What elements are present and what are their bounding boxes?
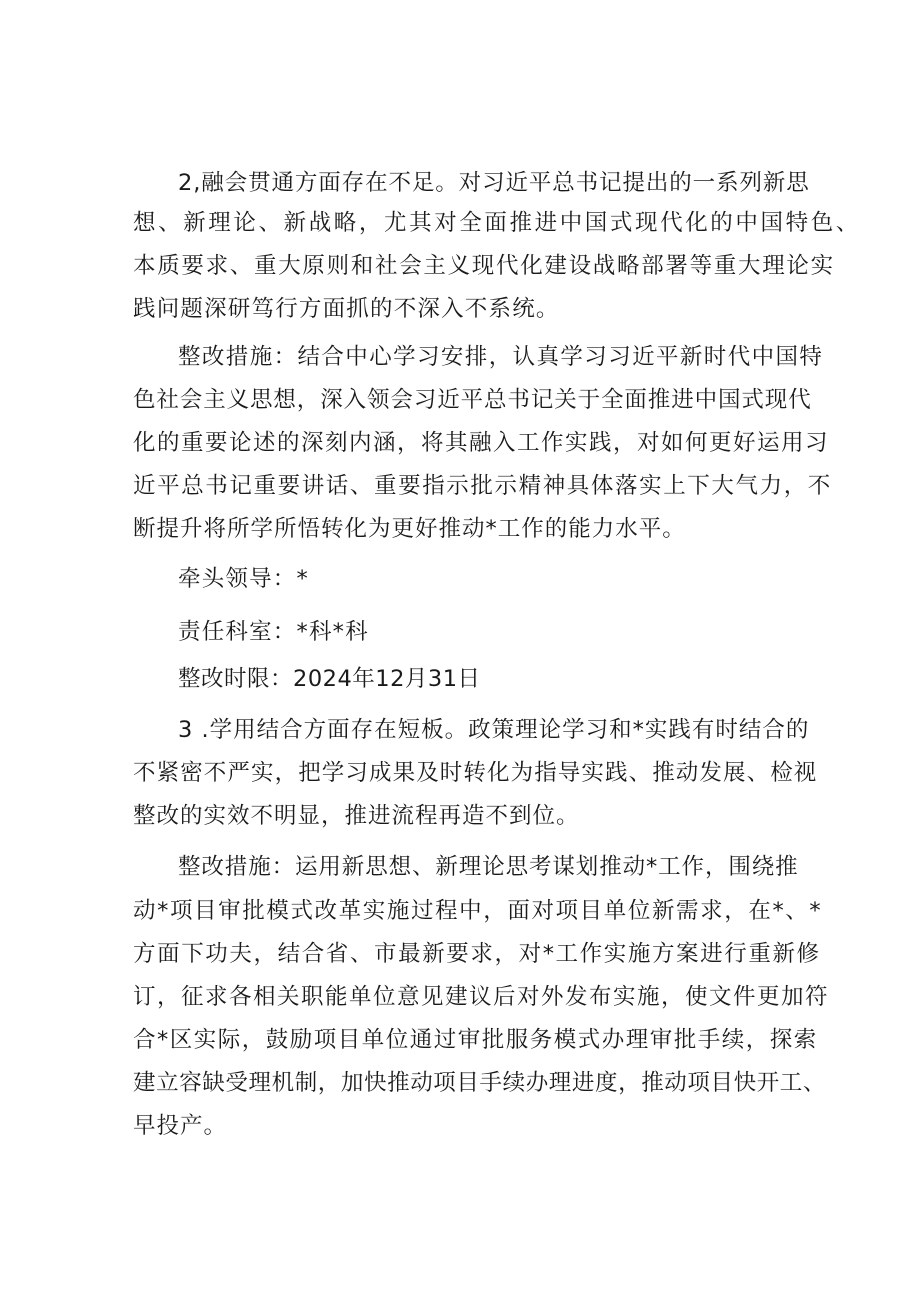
section-3-heading-line: 整改的实效不明显，推进流程再造不到位。 (133, 803, 580, 829)
section-3-measures-line: 早投产。 (133, 1113, 228, 1139)
section-3-measures-line: 建立容缺受理机制，加快推动项目手续办理进度，推动项目快开工、 (133, 1070, 827, 1096)
section-2-heading-line: 2,融会贯通方面存在不足。对习近平总书记提出的一系列新思 (178, 170, 810, 196)
section-2-heading-line: 践问题深研笃行方面抓的不深入不系统。 (133, 296, 560, 322)
section-2-measures-line: 整改措施：结合中心学习安排，认真学习习近平新时代中国特 (178, 344, 824, 370)
section-3-heading-line: 不紧密不严实，把学习成果及时转化为指导实践、推动发展、检视 (133, 760, 818, 786)
section-3-measures-line: 合*区实际，鼓励项目单位通过审批服务模式办理审批手续，探索 (133, 1027, 818, 1053)
section-3-measures-line: 方面下功夫，结合省、市最新要求，对*工作实施方案进行重新修 (133, 941, 821, 967)
section-2-measures-line: 色社会主义思想，深入领会习近平总书记关于全面推进中国式现代 (133, 387, 812, 413)
section-2-heading-line: 本质要求、重大原则和社会主义现代化建设战略部署等重大理论实 (133, 253, 835, 279)
section-3-heading-line: 3 .学用结合方面存在短板。政策理论学习和*实践有时结合的 (178, 717, 810, 743)
section-3-measures-line: 动*项目审批模式改革实施过程中，面对项目单位新需求，在*、* (133, 898, 823, 924)
section-2-measures-line: 化的重要论述的深刻内涵，将其融入工作实践，对如何更好运用习 (133, 430, 830, 456)
responsible-department: 责任科室：*科*科 (178, 619, 369, 645)
rectification-deadline: 整改时限：2024年12月31日 (178, 666, 481, 692)
section-2-measures-line: 近平总书记重要讲话、重要指示批示精神具体落实上下大气力，不 (133, 473, 832, 499)
section-2-heading-line: 想、新理论、新战略，尤其对全面推进中国式现代化的中国特色、 (133, 210, 861, 236)
section-2-measures-line: 断提升将所学所悟转化为更好推动*工作的能力水平。 (133, 516, 686, 542)
lead-leader: 牵头领导：* (178, 566, 309, 592)
section-3-measures-line: 订，征求各相关职能单位意见建议后对外发布实施，使文件更加符 (133, 984, 830, 1010)
section-3-measures-line: 整改措施：运用新思想、新理论思考谋划推动*工作，围绕推 (178, 854, 799, 880)
